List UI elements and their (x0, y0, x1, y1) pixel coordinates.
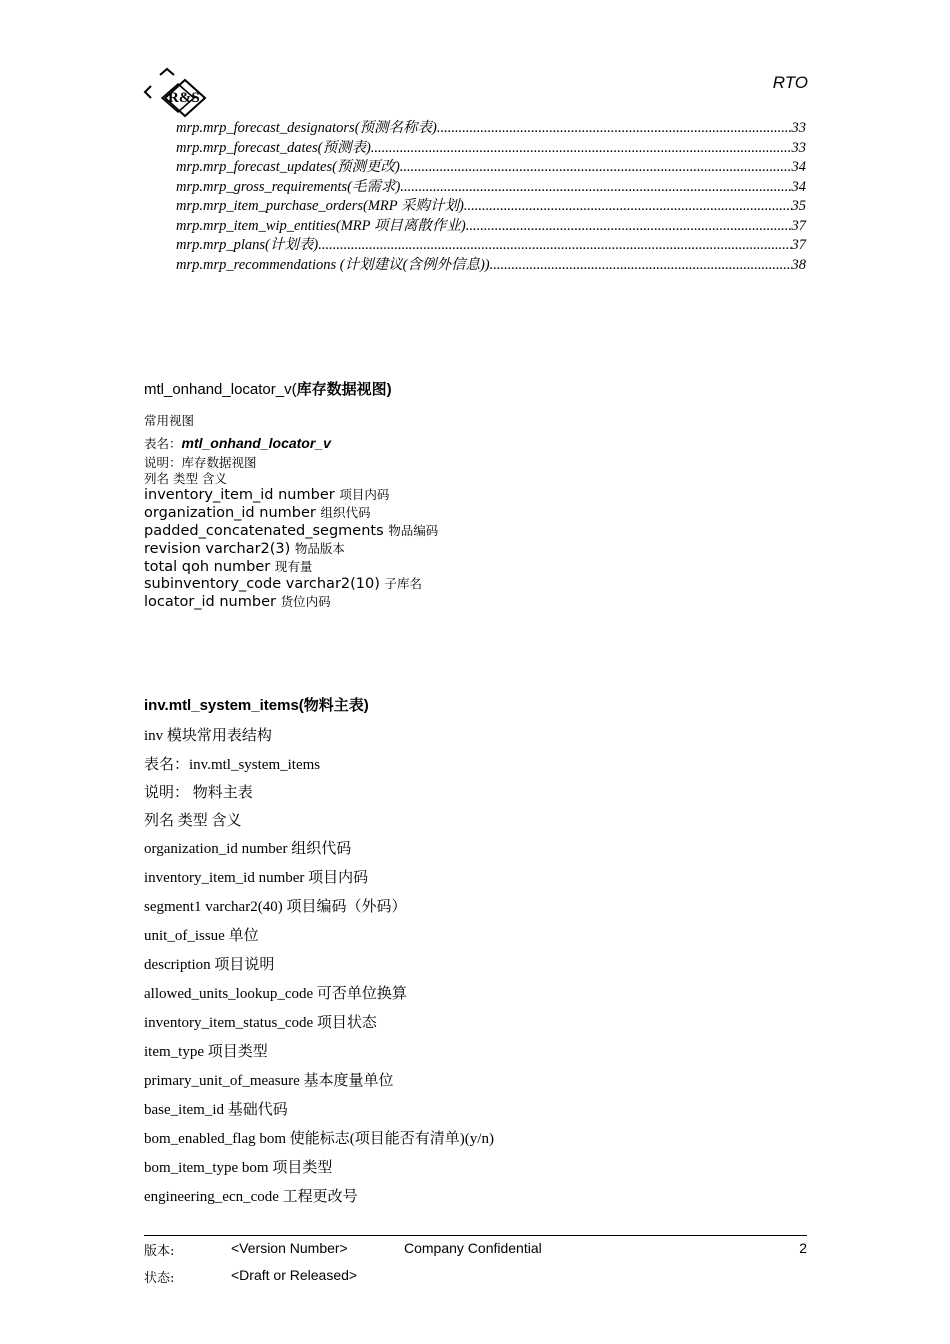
toc-title: mrp.mrp_forecast_designators(预测名称表) (176, 120, 437, 136)
toc-title: mrp.mrp_recommendations (计划建议(含例外信息)) (176, 256, 490, 273)
svg-text:R&S: R&S (168, 90, 200, 106)
version-value: <Version Number> (231, 1240, 348, 1256)
toc-page: 37 (791, 237, 806, 253)
toc-entry[interactable] (176, 155, 806, 175)
text-line: allowed_units_lookup_code 可否单位换算 (144, 986, 407, 1002)
text-line: unit_of_issue 单位 (144, 928, 259, 944)
status-label: 状态: (144, 1271, 175, 1286)
toc-page: 34 (791, 178, 806, 195)
table-description: 说明：库存数据视图 (144, 455, 257, 470)
columns-header: 列名 类型 含义 (144, 471, 227, 486)
text-line: inventory_item_id number 项目内码 (144, 870, 369, 886)
toc-entry[interactable] (176, 253, 806, 273)
toc-page: 33 (791, 139, 806, 156)
text-line: 说明： 物料主表 (144, 785, 253, 801)
section-heading: inv.mtl_system_items(物料主表) (144, 697, 369, 714)
text-line: organization_id number 组织代码 (144, 841, 352, 857)
toc-page: 34 (791, 159, 806, 175)
text-line: base_item_id 基础代码 (144, 1102, 288, 1118)
status-value: <Draft or Released> (231, 1267, 358, 1283)
column-row: inventory_item_id number 项目内码 (144, 487, 390, 503)
column-row: subinventory_code varchar2(10) 子库名 (144, 576, 423, 592)
toc-page: 35 (791, 198, 806, 214)
version-label: 版本: (144, 1244, 175, 1259)
toc-entry[interactable] (176, 194, 806, 214)
company-logo-icon (143, 66, 207, 118)
toc-entry[interactable] (176, 116, 806, 136)
column-row: total qoh number 现有量 (144, 559, 313, 575)
text-line: 列名 类型 含义 (144, 813, 242, 829)
text-line: inv 模块常用表结构 (144, 728, 272, 744)
confidential-label: Company Confidential (404, 1240, 542, 1256)
toc-title: mrp.mrp_item_purchase_orders(MRP 采购计划) (176, 198, 464, 214)
toc-entry[interactable] (176, 233, 806, 253)
text-line: segment1 varchar2(40) 项目编码（外码） (144, 899, 407, 915)
text-line: primary_unit_of_measure 基本度量单位 (144, 1073, 394, 1089)
toc-page: 38 (791, 256, 806, 273)
footer-divider (144, 1235, 807, 1236)
text-line: bom_enabled_flag bom 使能标志(项目能否有清单)(y/n) (144, 1131, 494, 1147)
text-line: item_type 项目类型 (144, 1044, 268, 1060)
text-line: inventory_item_status_code 项目状态 (144, 1015, 377, 1031)
text-line: engineering_ecn_code 工程更改号 (144, 1189, 358, 1205)
toc-entry[interactable] (176, 175, 806, 195)
section-heading: mtl_onhand_locator_v(库存数据视图) (144, 381, 392, 398)
column-row: revision varchar2(3) 物品版本 (144, 541, 345, 557)
column-row: organization_id number 组织代码 (144, 505, 371, 521)
column-row: locator_id number 货位内码 (144, 594, 331, 610)
toc-page: 37 (791, 217, 806, 234)
text-line: 表名：inv.mtl_system_items (144, 757, 321, 773)
toc-entry[interactable] (176, 136, 806, 156)
toc-page: 33 (791, 120, 806, 136)
table-name-line: 表名：mtl_onhand_locator_v (144, 435, 331, 451)
toc-title: mrp.mrp_forecast_dates(预测表) (176, 139, 371, 156)
text-line: bom_item_type bom 项目类型 (144, 1160, 333, 1176)
toc-title: mrp.mrp_gross_requirements(毛需求) (176, 178, 401, 195)
section-category: 常用视图 (144, 413, 195, 428)
column-row: padded_concatenated_segments 物品编码 (144, 523, 439, 539)
toc-title: mrp.mrp_forecast_updates(预测更改) (176, 159, 400, 175)
text-line: description 项目说明 (144, 957, 275, 973)
toc-entry[interactable] (176, 214, 806, 234)
page-number: 2 (799, 1240, 807, 1256)
toc-title: mrp.mrp_plans(计划表) (176, 237, 319, 253)
table-of-contents (176, 116, 806, 272)
header-label: RTO (772, 73, 808, 92)
toc-title: mrp.mrp_item_wip_entities(MRP 项目离散作业) (176, 217, 466, 234)
